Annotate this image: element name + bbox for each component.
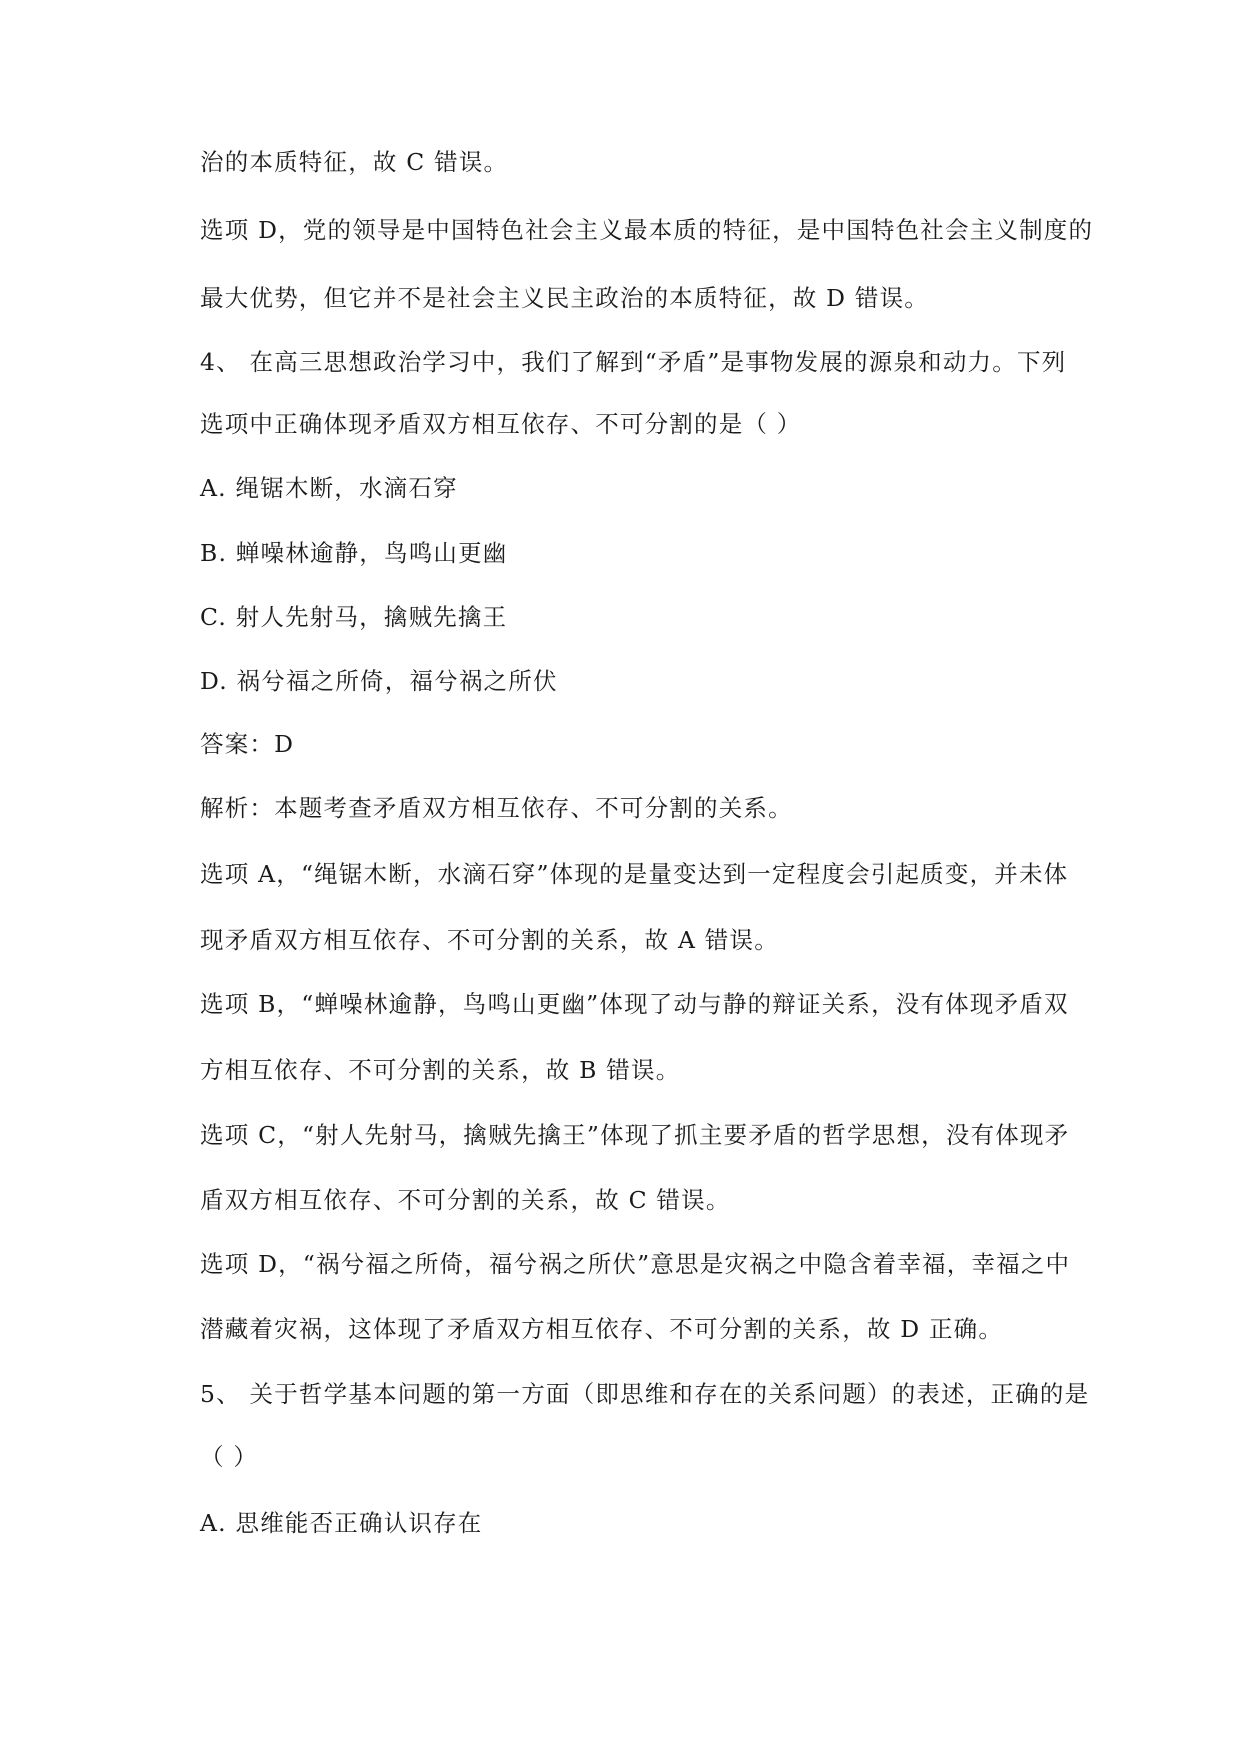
analysis-b: 选项 B，“蝉噪林逾静，鸟鸣山更幽”体现了动与静的辩证关系，没有体现矛盾双 <box>200 990 1069 1018</box>
analysis-a-cont: 现矛盾双方相互依存、不可分割的关系，故 A 错误。 <box>200 926 779 954</box>
analysis-d: 选项 D，“祸兮福之所倚，福兮祸之所伏”意思是灾祸之中隐含着幸福，幸福之中 <box>200 1250 1071 1278</box>
text-line: 治的本质特征，故 C 错误。 <box>200 148 509 176</box>
analysis-c: 选项 C，“射人先射马，擒贼先擒王”体现了抓主要矛盾的哲学思想，没有体现矛 <box>200 1121 1070 1149</box>
option-b: B. 蝉噪林逾静，鸟鸣山更幽 <box>200 539 508 567</box>
question-5-blank: （ ） <box>200 1443 259 1471</box>
analysis-intro: 解析：本题考查矛盾双方相互依存、不可分割的关系。 <box>200 794 793 822</box>
question-5-stem: 5、 关于哲学基本问题的第一方面（即思维和存在的关系问题）的表述，正确的是 <box>200 1380 1090 1408</box>
option-c: C. 射人先射马，擒贼先擒王 <box>200 603 508 631</box>
answer: 答案：D <box>200 730 295 758</box>
text-line: 最大优势，但它并不是社会主义民主政治的本质特征，故 D 错误。 <box>200 284 929 312</box>
option-a: A. 绳锯木断，水滴石穿 <box>200 474 458 502</box>
option-d: D. 祸兮福之所倚，福兮祸之所伏 <box>200 667 558 695</box>
analysis-a: 选项 A，“绳锯木断，水滴石穿”体现的是量变达到一定程度会引起质变，并未体 <box>200 860 1069 888</box>
question-4-stem-cont: 选项中正确体现矛盾双方相互依存、不可分割的是（ ） <box>200 410 802 438</box>
question-4-stem: 4、 在高三思想政治学习中，我们了解到“矛盾”是事物发展的源泉和动力。下列 <box>200 348 1067 376</box>
analysis-c-cont: 盾双方相互依存、不可分割的关系，故 C 错误。 <box>200 1186 731 1214</box>
analysis-b-cont: 方相互依存、不可分割的关系，故 B 错误。 <box>200 1056 681 1084</box>
analysis-d-cont: 潜藏着灾祸，这体现了矛盾双方相互依存、不可分割的关系，故 D 正确。 <box>200 1315 1004 1343</box>
text-line: 选项 D，党的领导是中国特色社会主义最本质的特征，是中国特色社会主义制度的 <box>200 216 1094 244</box>
q5-option-a: A. 思维能否正确认识存在 <box>200 1509 483 1537</box>
